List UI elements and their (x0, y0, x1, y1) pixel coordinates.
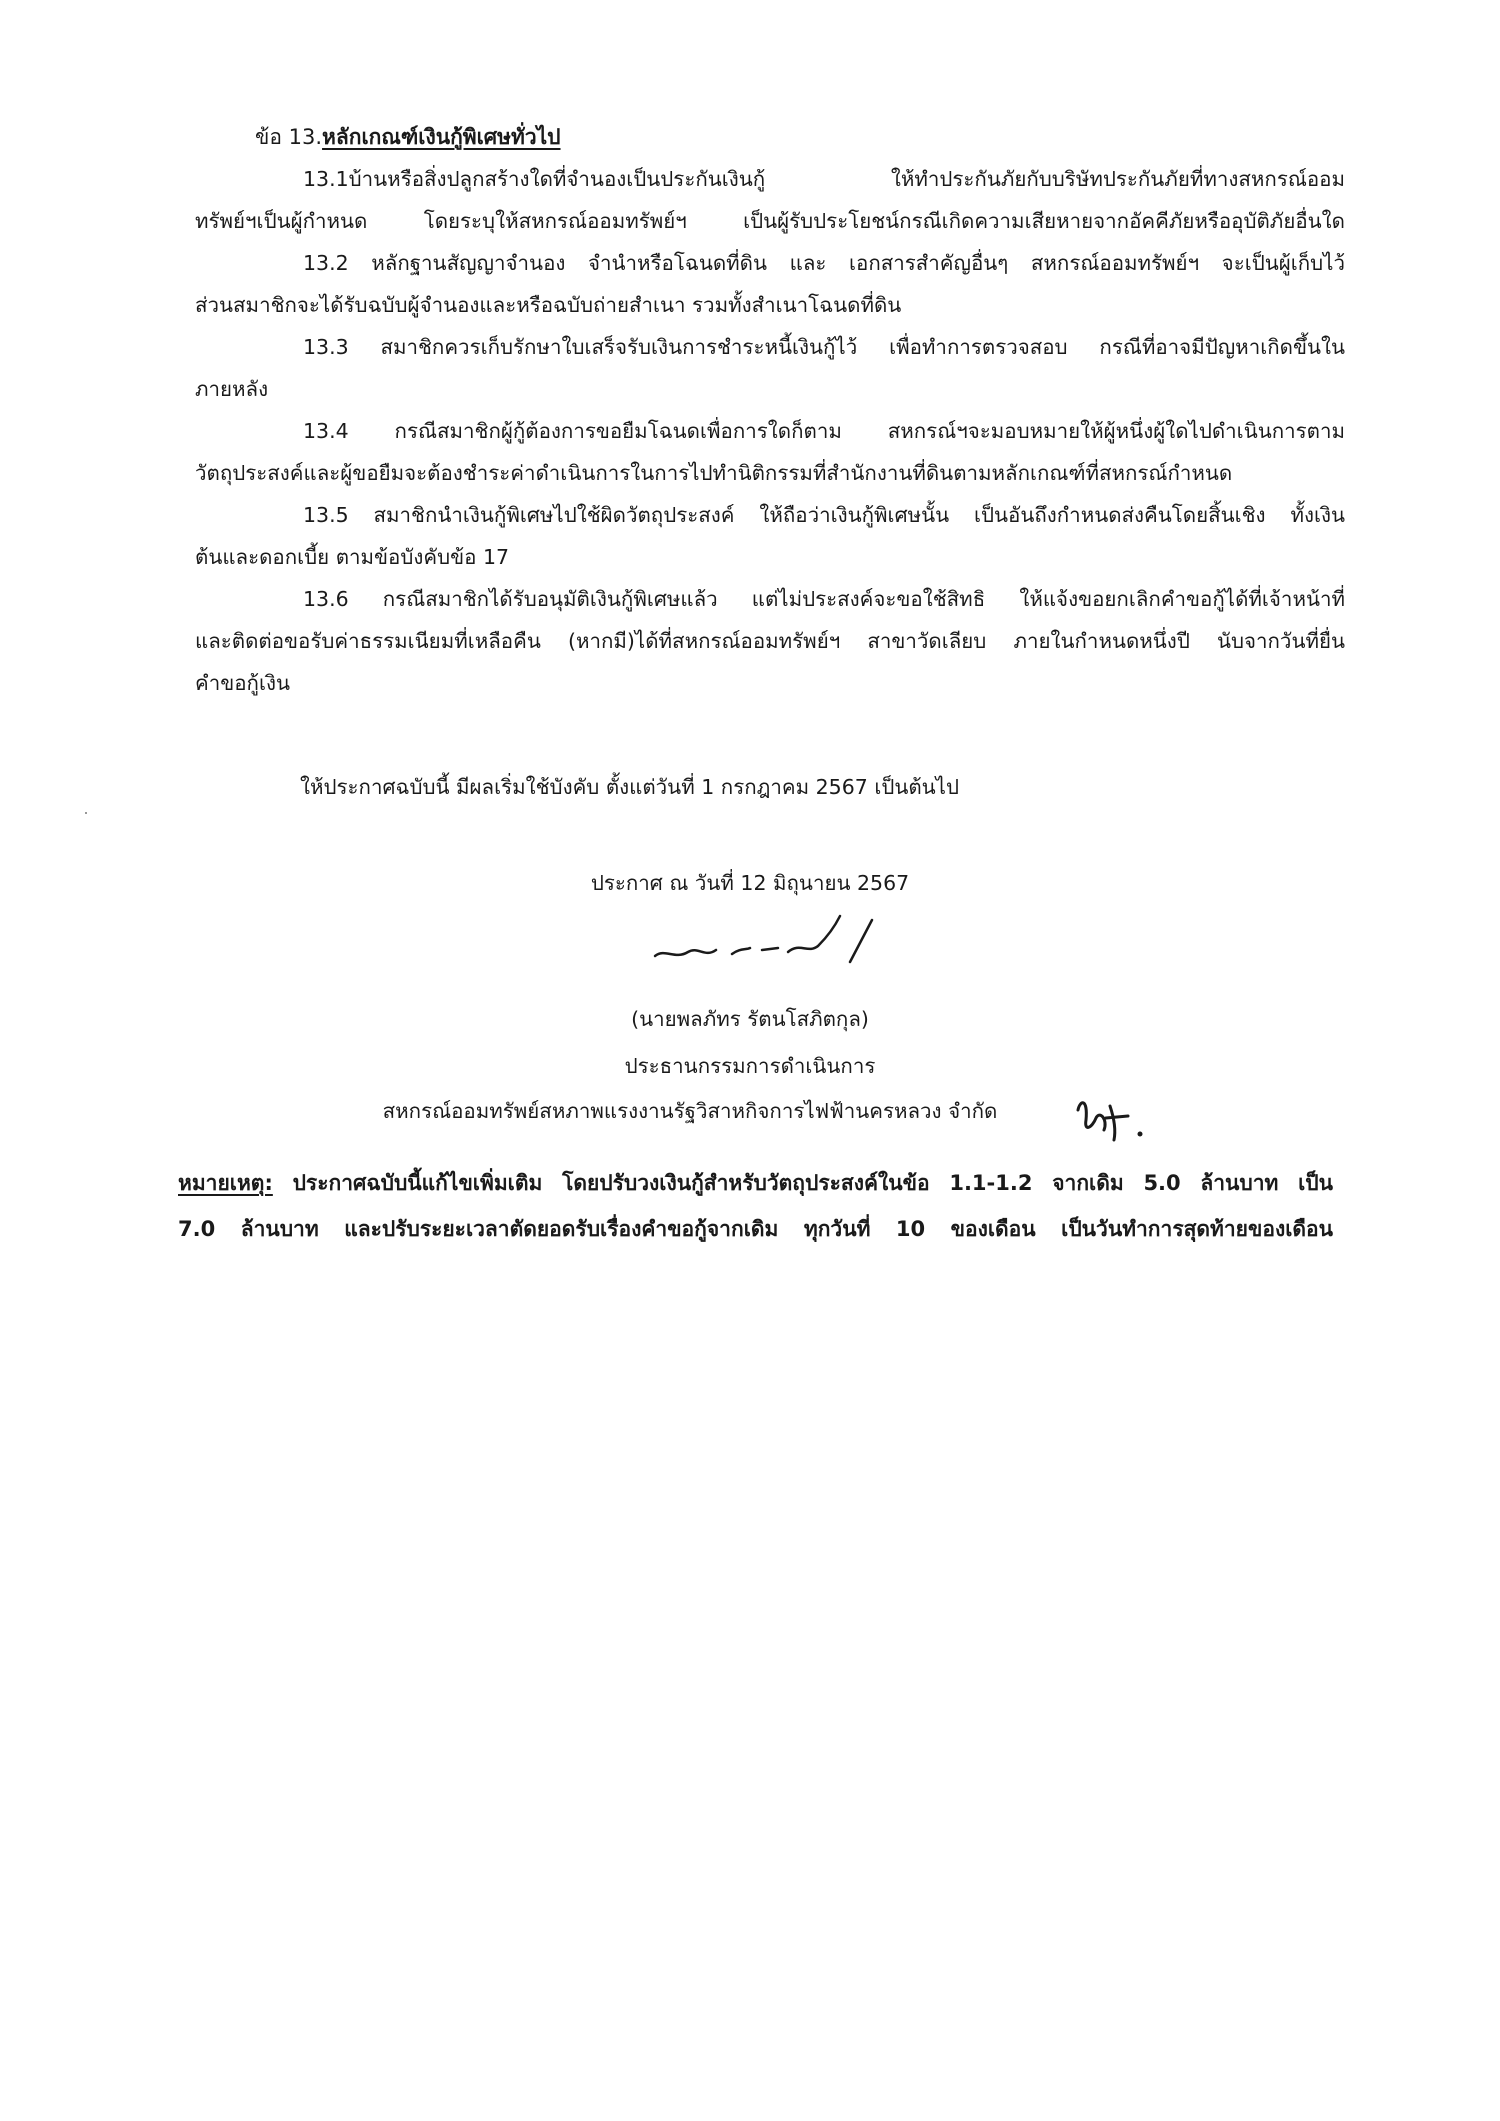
item-13-2-line-2: ส่วนสมาชิกจะได้รับฉบับผู้จำนองและหรือฉบับถ่ายสำเนา รวมทั้งสำเนาโฉนดที่ดิน (195, 293, 902, 317)
signatory-name: (นายพลภัทร รัตนโสภิตกุล) (631, 1007, 869, 1031)
item-13-4-line-1: 13.4 กรณีสมาชิกผู้กู้ต้องการขอยืมโฉนดเพื่อการใดก็ตาม สหกรณ์ฯจะมอบหมายให้ผู้หนึ่งผู้ใดไปดำเนินการตาม (303, 419, 1345, 443)
remark-note (178, 1160, 1333, 1252)
item-13-2-line-1: 13.2 หลักฐานสัญญาจำนอง จำนำหรือโฉนดที่ดิน และ เอกสารสำคัญอื่นๆ สหกรณ์ออมทรัพย์ฯ จะเป็นผู้เก็บไว้ (303, 251, 1345, 275)
item-13-1-line-1: 13.1บ้านหรือสิ่งปลูกสร้างใดที่จำนองเป็นประกันเงินกู้ ให้ทำประกันภัยกับบริษัทประกันภัยที่ทางสหกรณ์ออม (303, 167, 1345, 191)
signatory-organization: สหกรณ์ออมทรัพย์สหภาพแรงงานรัฐวิสาหกิจการไฟฟ้านครหลวง จำกัด (382, 1099, 998, 1123)
item-13-5-line-1: 13.5 สมาชิกนำเงินกู้พิเศษไปใช้ผิดวัตถุประสงค์ ให้ถือว่าเงินกู้พิเศษนั้น เป็นอันถึงกำหนดส่งคืนโดยสิ้นเชิง ทั้งเงิน (303, 503, 1345, 527)
item-13-5-line-2: ต้นและดอกเบี้ย ตามข้อบังคับข้อ 17 (195, 545, 510, 569)
remark-line-1 (178, 1160, 1333, 1206)
item-13-6-line-2: และติดต่อขอรับค่าธรรมเนียมที่เหลือคืน (หากมี)ได้ที่สหกรณ์ออมทรัพย์ฯ สาขาวัดเลียบ ภายในกำหนดหนึ่งปี นับจากวันที่ยื่น (195, 629, 1345, 653)
remark-text-1: ประกาศฉบับนี้แก้ไขเพิ่มเติม โดยปรับวงเงินกู้สำหรับวัตถุประสงค์ในข้อ 1.1-1.2 จากเดิม 5.0 ล้านบาท เป็น (272, 1171, 1333, 1195)
signatory-position: ประธานกรรมการดำเนินการ (624, 1054, 876, 1078)
item-13-1-line-2: ทรัพย์ฯเป็นผู้กำหนด โดยระบุให้สหกรณ์ออมทรัพย์ฯ เป็นผู้รับประโยชน์กรณีเกิดความเสียหายจากอัคคีภัยหรืออุบัติภัยอื่นใด (195, 209, 1345, 233)
item-13-6-line-3: คำขอกู้เงิน (195, 671, 290, 695)
item-13-6-line-1: 13.6 กรณีสมาชิกได้รับอนุมัติเงินกู้พิเศษแล้ว แต่ไม่ประสงค์จะขอใช้สิทธิ ให้แจ้งขอยกเลิกคำขอกู้ได้ที่เจ้าหน้าที่ (303, 587, 1345, 611)
signature (650, 908, 890, 978)
effective-date-statement: ให้ประกาศฉบับนี้ มีผลเริ่มใช้บังคับ ตั้งแต่วันที่ 1 กรกฎาคม 2567 เป็นต้นไป (300, 775, 960, 799)
item-13-3-line-2: ภายหลัง (195, 377, 269, 401)
remark-line-2: 7.0 ล้านบาท และปรับระยะเวลาตัดยอดรับเรื่องคำขอกู้จากเดิม ทุกวันที่ 10 ของเดือน เป็นวันทำการสุดท้ายของเดือน (178, 1217, 1333, 1241)
clause-items (195, 158, 1345, 704)
item-13-3-line-1: 13.3 สมาชิกควรเก็บรักษาใบเสร็จรับเงินการชำระหนี้เงินกู้ไว้ เพื่อทำการตรวจสอบ กรณีที่อาจมีปัญหาเกิดขึ้นใน (303, 335, 1345, 359)
initials-mark (1070, 1090, 1150, 1145)
item-13-4-line-2: วัตถุประสงค์และผู้ขอยืมจะต้องชำระค่าดำเนินการในการไปทำนิติกรรมที่สำนักงานที่ดินตามหลักเกณฑ์ที่สหกรณ์กำหนด (195, 461, 1233, 485)
remark-label: หมายเหตุ: (178, 1171, 273, 1195)
clause-heading (255, 116, 561, 158)
clause-title: หลักเกณฑ์เงินกู้พิเศษทั่วไป (322, 125, 561, 149)
clause-prefix: ข้อ 13. (255, 125, 323, 149)
scan-speck (85, 812, 87, 814)
announce-date: ประกาศ ณ วันที่ 12 มิถุนายน 2567 (590, 871, 910, 895)
